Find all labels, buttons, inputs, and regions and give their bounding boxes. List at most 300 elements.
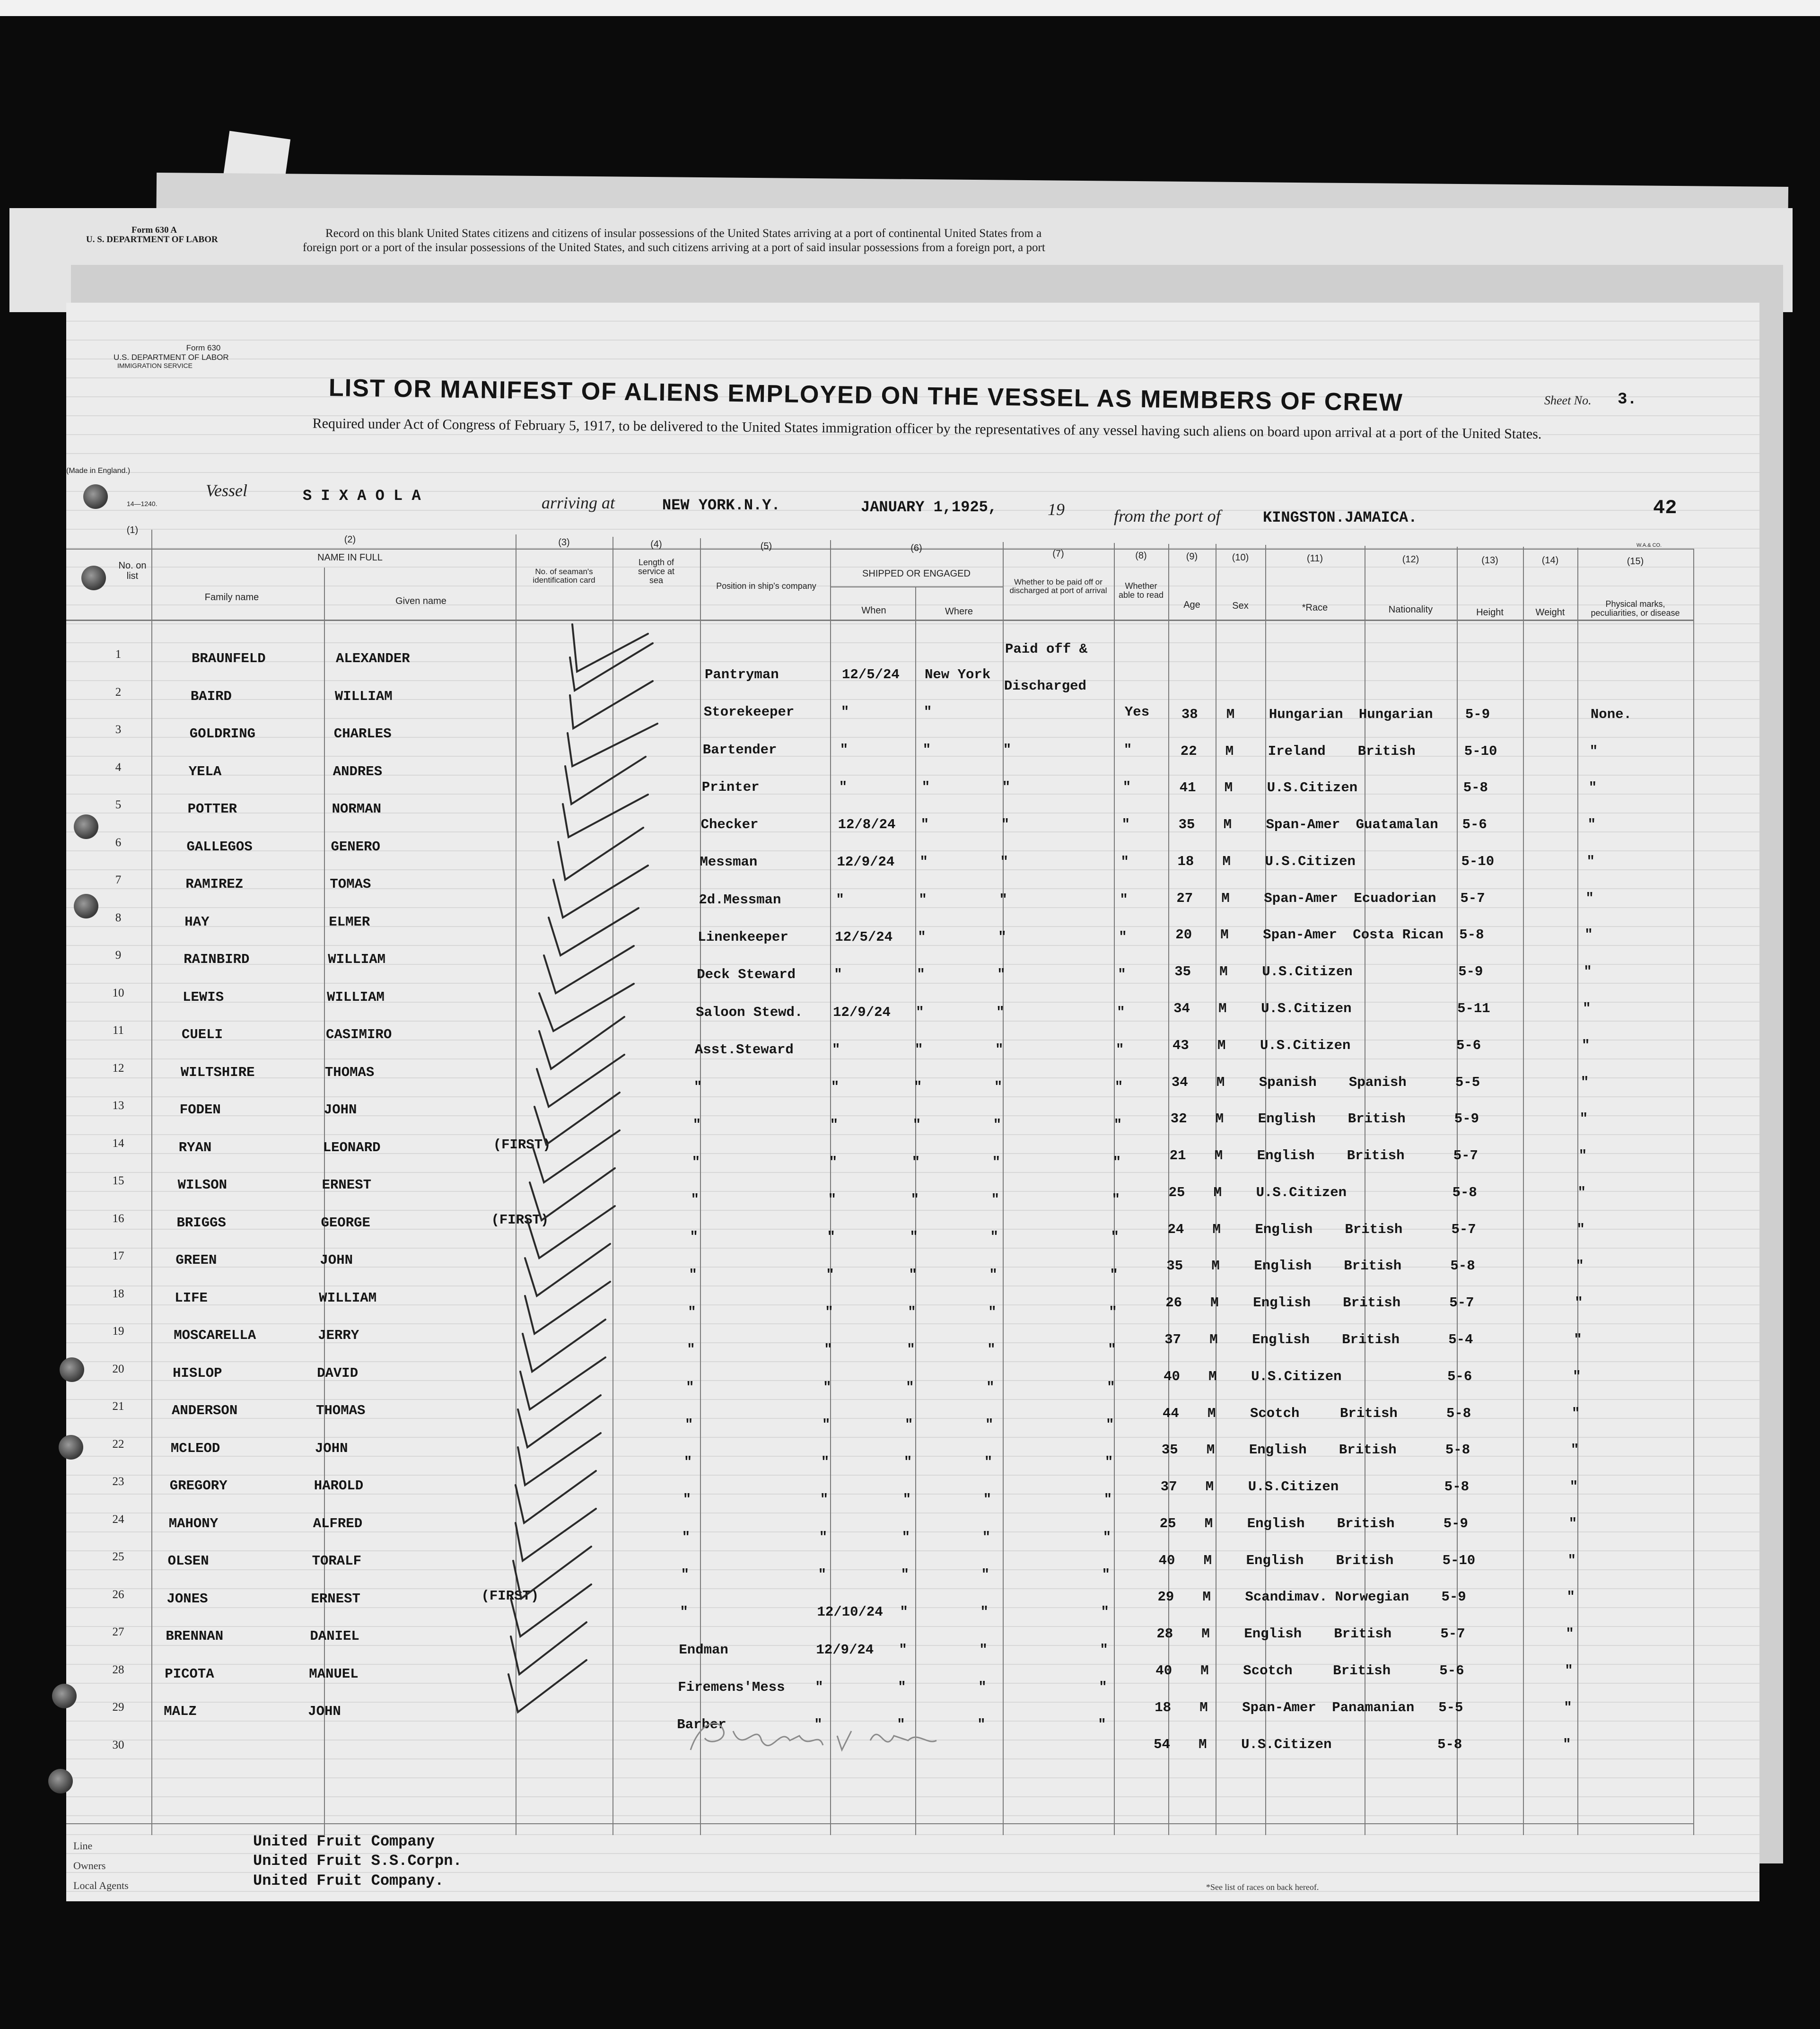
row-5-family: POTTER [187, 801, 237, 817]
row-27-where: " [899, 1642, 907, 1658]
form-code: 14—1240. [127, 500, 158, 507]
row-13-given: JOHN [324, 1102, 357, 1118]
col6-when: When [861, 605, 886, 616]
row-26-height: 5-9 [1441, 1589, 1466, 1605]
row-8-where: " [918, 929, 926, 945]
row-29-no: 29 [112, 1701, 124, 1714]
row-14-card: (FIRST) [493, 1137, 551, 1153]
row-3-paid: " [1003, 742, 1012, 758]
row-24-when: " [819, 1529, 828, 1545]
row-3-sex: M [1225, 743, 1234, 759]
col11-heading: *Race [1302, 603, 1328, 613]
row-5-sex: M [1223, 817, 1232, 833]
row-9-marks: " [1584, 964, 1592, 980]
row-25-age: 40 [1158, 1552, 1175, 1568]
col2-heading: NAME IN FULL [317, 552, 383, 563]
row-1-position: Pantryman [705, 667, 779, 682]
row-20-race: U.S.Citizen [1251, 1368, 1342, 1384]
row-10-no: 10 [112, 986, 124, 999]
col3-heading: No. of seaman's identification card [533, 567, 595, 585]
row-15-race: U.S.Citizen [1256, 1184, 1347, 1200]
row-22-height: 5-8 [1445, 1442, 1470, 1458]
row-25-paid: " [981, 1567, 989, 1583]
row-22-nationality: British [1339, 1442, 1397, 1458]
arriving-label: arriving at [542, 493, 615, 512]
row-8-read: " [1119, 929, 1127, 945]
row-23-family: GREGORY [169, 1478, 228, 1494]
agents-value: United Fruit Company. [253, 1872, 444, 1889]
manifest-sheet [66, 303, 1759, 1901]
row-28-read: " [1099, 1679, 1107, 1695]
row-27-nationality: British [1334, 1626, 1392, 1642]
row-27-sex: M [1201, 1626, 1210, 1642]
row-24-no: 24 [112, 1513, 124, 1526]
row-21-where: " [905, 1417, 913, 1433]
row-20-when: " [823, 1379, 831, 1395]
col5-heading: Position in ship's company [716, 581, 816, 591]
row-15-when: " [828, 1192, 836, 1208]
row-19-sex: M [1209, 1331, 1218, 1347]
row-9-position: Deck Steward [697, 967, 796, 983]
row-16-family: BRIGGS [176, 1215, 226, 1231]
printer-code: W.A.& CO. [1636, 542, 1662, 548]
agents-label: Local Agents [73, 1880, 129, 1891]
row-26-paid: " [980, 1604, 989, 1620]
row-3-where: " [922, 742, 931, 758]
page-subtitle: Required under Act of Congress of February 5, 1917, to be delivered to the United States immigration officer by the representatives of any vessel having such aliens on board upon arrival at a port of the United States. [312, 415, 1542, 442]
col8-number: (8) [1135, 551, 1147, 561]
row-12-no: 12 [112, 1061, 124, 1075]
col15-heading: Physical marks, peculiarities, or disease [1591, 599, 1680, 618]
row-12-height: 5-5 [1455, 1074, 1480, 1090]
row-25-nationality: British [1336, 1552, 1394, 1568]
row-7-where: " [919, 892, 927, 908]
row-12-when: " [831, 1079, 840, 1095]
row-16-no: 16 [112, 1212, 124, 1225]
row-20-family: HISLOP [173, 1365, 222, 1381]
owners-label: Owners [73, 1860, 106, 1872]
col1-heading: No. on list [118, 560, 147, 581]
row-6-sex: M [1222, 853, 1231, 869]
col-divider [151, 530, 152, 1835]
row-2-nationality: Hungarian [1358, 706, 1433, 722]
row-2-marks: None. [1590, 706, 1632, 722]
back-department: U. S. DEPARTMENT OF LABOR [86, 235, 218, 245]
row-11-no: 11 [112, 1024, 124, 1037]
line-value: United Fruit Company [253, 1833, 435, 1850]
row-6-read: " [1120, 854, 1129, 870]
row-23-age: 37 [1160, 1479, 1177, 1495]
punch-hole [48, 1769, 73, 1793]
row-5-age: 35 [1178, 817, 1195, 833]
row-28-paid: " [978, 1679, 987, 1695]
row-16-read: " [1111, 1229, 1119, 1245]
row-19-position: " [687, 1342, 695, 1358]
row-8-paid: " [998, 929, 1006, 945]
row-28-position: Firemens'Mess [678, 1679, 785, 1695]
row-17-no: 17 [112, 1250, 124, 1262]
department: U.S. DEPARTMENT OF LABOR [114, 353, 229, 362]
row-10-given: WILLIAM [327, 989, 385, 1005]
col10-number: (10) [1232, 552, 1249, 563]
row-25-where: " [901, 1567, 909, 1583]
row-4-age: 41 [1179, 780, 1196, 796]
row-4-marks: " [1588, 780, 1597, 796]
row-17-position: " [689, 1267, 697, 1283]
row-11-when: " [832, 1041, 840, 1058]
row-3-no: 3 [115, 723, 122, 736]
row-27-given: DANIEL [310, 1628, 359, 1644]
punch-hole [74, 894, 98, 918]
row-2-family: BAIRD [190, 688, 232, 704]
row-18-given: WILLIAM [319, 1290, 377, 1306]
row-22-paid: " [984, 1454, 993, 1470]
row-12-nationality: Spanish [1348, 1074, 1407, 1090]
row-26-card: (FIRST) [481, 1588, 539, 1604]
row-13-height: 5-9 [1454, 1111, 1479, 1127]
row-27-marks: " [1566, 1626, 1574, 1642]
row-21-family: ANDERSON [172, 1403, 238, 1418]
row-14-nationality: British [1347, 1148, 1405, 1164]
row-29-given: JOHN [308, 1704, 341, 1719]
col-divider [1003, 542, 1004, 1835]
col11-number: (11) [1306, 553, 1323, 564]
row-23-read: " [1103, 1492, 1112, 1508]
row-14-where: " [911, 1154, 920, 1170]
row-26-given: ERNEST [311, 1591, 360, 1607]
row-15-read: " [1111, 1192, 1120, 1208]
row-11-where: " [915, 1041, 923, 1058]
row-3-marks: " [1589, 743, 1598, 759]
row-11-position: Asst.Steward [695, 1041, 794, 1058]
row-7-given: TOMAS [330, 876, 371, 892]
row-17-where: " [909, 1267, 917, 1283]
row-12-marks: " [1580, 1074, 1589, 1090]
row-10-position: Saloon Stewd. [696, 1004, 803, 1020]
row-5-when: 12/8/24 [838, 817, 896, 833]
col6-where: Where [945, 606, 973, 617]
page-title: LIST OR MANIFEST OF ALIENS EMPLOYED ON THE VESSEL AS MEMBERS OF CREW [328, 374, 1404, 417]
row-26-no: 26 [112, 1588, 124, 1601]
row-28-given: MANUEL [309, 1666, 359, 1682]
row-17-marks: " [1575, 1258, 1584, 1274]
row-14-height: 5-7 [1453, 1148, 1478, 1164]
row-2-sex: M [1226, 706, 1235, 722]
row-10-height: 5-11 [1457, 1000, 1490, 1016]
row-20-no: 20 [112, 1362, 124, 1375]
row-21-height: 5-8 [1446, 1405, 1471, 1421]
row-30-marks: " [1563, 1736, 1571, 1752]
row-11-race: U.S.Citizen [1260, 1037, 1351, 1053]
sheet-number: 3. [1618, 391, 1637, 409]
row-23-sex: M [1205, 1479, 1214, 1495]
row-7-nationality: Ecuadorian [1354, 890, 1436, 906]
arriving-port: NEW YORK.N.Y. [662, 497, 780, 514]
row-6-paid: " [1000, 854, 1008, 870]
row-26-race: Scandimav. [1245, 1589, 1328, 1605]
row-6-height: 5-10 [1461, 853, 1495, 869]
row-29-race: Span-Amer [1242, 1699, 1316, 1715]
punch-hole [60, 1357, 84, 1382]
row-19-where: " [907, 1342, 915, 1358]
row-6-when: 12/9/24 [837, 854, 895, 870]
row-21-race: Scotch [1250, 1405, 1300, 1421]
row-6-age: 18 [1177, 853, 1194, 869]
row-7-read: " [1120, 892, 1128, 908]
col1-number: (1) [126, 525, 139, 535]
shipped-subrule [830, 586, 1003, 587]
col8-heading: Whether able to read [1118, 581, 1164, 600]
row-9-age: 35 [1174, 964, 1191, 980]
row-12-sex: M [1216, 1074, 1225, 1090]
col13-heading: Height [1476, 607, 1504, 618]
row-13-family: FODEN [179, 1102, 221, 1118]
inspector-signature [681, 1712, 946, 1764]
row-10-read: " [1117, 1004, 1125, 1020]
row-13-race: English [1258, 1111, 1316, 1127]
row-1-no: 1 [115, 648, 122, 661]
row-23-marks: " [1569, 1479, 1578, 1495]
row-12-position: " [693, 1079, 702, 1095]
row-19-marks: " [1574, 1331, 1582, 1347]
row-20-age: 40 [1164, 1368, 1180, 1384]
row-22-read: " [1104, 1454, 1113, 1470]
row-10-race: U.S.Citizen [1261, 1000, 1352, 1016]
row-10-where: " [916, 1004, 924, 1020]
col-divider [830, 540, 831, 1835]
arrival-date: JANUARY 1,1925, [861, 499, 998, 516]
row-25-family: OLSEN [167, 1553, 209, 1569]
col9-number: (9) [1186, 551, 1198, 562]
row-19-read: " [1108, 1342, 1116, 1358]
row-9-where: " [917, 967, 925, 983]
col-divider [915, 586, 916, 1835]
row-15-position: " [691, 1192, 699, 1208]
row-29-marks: " [1564, 1699, 1572, 1715]
row-22-no: 22 [112, 1437, 124, 1451]
col10-heading: Sex [1232, 601, 1249, 611]
row-20-given: DAVID [317, 1365, 359, 1381]
row-5-nationality: Guatamalan [1356, 817, 1438, 833]
row-18-read: " [1109, 1304, 1117, 1320]
row-2-when: " [840, 704, 849, 720]
row-4-family: YELA [188, 763, 222, 779]
stamp-number: 42 [1653, 497, 1677, 519]
row-9-when: " [834, 967, 842, 983]
row-26-sex: M [1202, 1589, 1211, 1605]
row-9-sex: M [1219, 964, 1228, 980]
row-13-sex: M [1215, 1111, 1224, 1127]
row-18-marks: " [1575, 1295, 1583, 1311]
row-7-paid: " [999, 892, 1007, 908]
col13-number: (13) [1481, 555, 1498, 566]
row-19-given: JERRY [318, 1328, 359, 1343]
row-8-sex: M [1220, 927, 1229, 943]
row-18-sex: M [1210, 1295, 1219, 1311]
row-14-age: 21 [1169, 1148, 1186, 1164]
row-27-no: 27 [112, 1626, 124, 1638]
row-1-when: 12/5/24 [842, 667, 900, 682]
row-11-sex: M [1217, 1037, 1226, 1053]
row-14-no: 14 [112, 1137, 124, 1150]
row-30-race: U.S.Citizen [1241, 1736, 1332, 1752]
row-24-nationality: British [1337, 1515, 1395, 1531]
row-25-no: 25 [112, 1550, 124, 1563]
row-2-paid: Discharged [1004, 678, 1086, 694]
row-3-race: Ireland [1268, 743, 1326, 759]
row-27-position: Endman [679, 1642, 728, 1658]
row-7-position: 2d.Messman [699, 892, 781, 908]
row-25-when: " [818, 1567, 826, 1583]
row-21-read: " [1106, 1417, 1114, 1433]
row-19-nationality: British [1342, 1331, 1400, 1347]
row-22-where: " [903, 1454, 912, 1470]
row-28-family: PICOTA [165, 1666, 214, 1682]
row-17-sex: M [1211, 1258, 1220, 1274]
row-12-given: THOMAS [324, 1064, 375, 1080]
row-24-race: English [1247, 1515, 1305, 1531]
row-15-sex: M [1213, 1184, 1222, 1200]
row-12-race: Spanish [1259, 1074, 1317, 1090]
row-8-family: HAY [184, 914, 210, 930]
row-28-age: 40 [1155, 1662, 1172, 1679]
row-23-when: " [820, 1492, 829, 1508]
back-form: Form 630 A [131, 225, 177, 235]
row-1-given: ALEXANDER [336, 651, 410, 666]
row-17-paid: " [989, 1267, 998, 1283]
row-24-read: " [1102, 1529, 1111, 1545]
row-2-given: WILLIAM [334, 688, 393, 704]
row-25-sex: M [1203, 1552, 1212, 1568]
row-8-no: 8 [115, 911, 122, 924]
row-3-height: 5-10 [1464, 743, 1497, 759]
row-1-where: New York [925, 667, 991, 682]
row-24-marks: " [1568, 1515, 1577, 1531]
row-27-age: 28 [1156, 1626, 1173, 1642]
year-label: 19 [1048, 500, 1065, 519]
row-4-height: 5-8 [1463, 780, 1488, 796]
row-14-sex: M [1214, 1148, 1223, 1164]
row-16-when: " [827, 1229, 835, 1245]
row-19-no: 19 [112, 1325, 124, 1338]
row-19-family: MOSCARELLA [174, 1328, 256, 1343]
row-16-given: GEORGE [321, 1215, 370, 1231]
row-30-age: 54 [1154, 1736, 1170, 1752]
row-9-read: " [1118, 967, 1126, 983]
row-24-paid: " [982, 1529, 991, 1545]
row-13-paid: " [993, 1117, 1002, 1133]
punch-hole [59, 1435, 83, 1460]
row-10-marks: " [1583, 1000, 1591, 1016]
row-8-given: ELMER [329, 914, 370, 930]
row-29-sex: M [1199, 1699, 1208, 1715]
row-23-no: 23 [112, 1475, 124, 1488]
row-13-read: " [1113, 1117, 1122, 1133]
row-30-sex: M [1199, 1736, 1207, 1752]
row-11-given: CASIMIRO [326, 1027, 392, 1042]
row-18-position: " [688, 1304, 696, 1320]
col7-number: (7) [1052, 549, 1064, 559]
col14-number: (14) [1541, 555, 1559, 566]
row-29-read: " [1098, 1717, 1106, 1733]
row-16-card: (FIRST) [491, 1212, 549, 1228]
row-22-family: MCLEOD [170, 1440, 220, 1456]
row-20-sex: M [1208, 1368, 1217, 1384]
row-18-when: " [825, 1304, 833, 1320]
row-14-position: " [691, 1154, 700, 1170]
row-9-paid: " [997, 967, 1006, 983]
row-9-family: RAINBIRD [184, 952, 250, 967]
row-18-no: 18 [112, 1287, 124, 1300]
row-19-when: " [824, 1342, 832, 1358]
row-15-marks: " [1577, 1184, 1586, 1200]
row-16-age: 24 [1167, 1221, 1184, 1237]
row-18-height: 5-7 [1449, 1295, 1474, 1311]
row-26-marks: " [1566, 1589, 1575, 1605]
row-2-position: Storekeeper [703, 704, 795, 720]
col-divider [700, 538, 701, 1835]
row-21-when: " [822, 1417, 831, 1433]
row-10-age: 34 [1173, 1000, 1190, 1016]
row-28-nationality: British [1333, 1662, 1391, 1679]
row-24-sex: M [1204, 1515, 1213, 1531]
row-3-nationality: British [1357, 743, 1416, 759]
row-9-no: 9 [115, 949, 122, 962]
col9-heading: Age [1183, 600, 1200, 610]
row-16-position: " [690, 1229, 698, 1245]
row-24-where: " [901, 1529, 910, 1545]
row-25-height: 5-10 [1442, 1552, 1476, 1568]
row-25-given: TORALF [312, 1553, 362, 1569]
row-6-family: GALLEGOS [186, 839, 253, 855]
row-27-when: 12/9/24 [816, 1642, 874, 1658]
row-17-given: JOHN [320, 1252, 353, 1268]
row-7-when: " [836, 892, 844, 908]
row-11-paid: " [995, 1041, 1004, 1058]
row-16-paid: " [990, 1229, 998, 1245]
row-2-no: 2 [115, 685, 122, 699]
row-29-paid: " [977, 1717, 986, 1733]
row-3-position: Bartender [702, 742, 777, 758]
row-21-given: THOMAS [316, 1403, 366, 1418]
row-21-position: " [685, 1417, 693, 1433]
row-21-nationality: British [1340, 1405, 1398, 1421]
row-4-position: Printer [701, 779, 760, 795]
row-28-marks: " [1565, 1662, 1573, 1679]
row-23-paid: " [983, 1492, 992, 1508]
row-15-family: WILSON [177, 1177, 228, 1193]
row-18-where: " [908, 1304, 916, 1320]
row-4-sex: M [1224, 780, 1233, 796]
row-15-where: " [910, 1192, 919, 1208]
col15-number: (15) [1627, 556, 1644, 567]
row-10-when: 12/9/24 [833, 1004, 891, 1020]
row-9-race: U.S.Citizen [1262, 964, 1353, 980]
row-14-paid: " [992, 1154, 1001, 1170]
row-7-family: RAMIREZ [185, 876, 244, 892]
vessel-label: Vessel [206, 481, 247, 500]
row-16-marks: " [1576, 1221, 1585, 1237]
row-25-read: " [1102, 1567, 1110, 1583]
col6-number: (6) [910, 543, 922, 553]
row-29-height: 5-5 [1438, 1699, 1463, 1715]
row-17-nationality: British [1344, 1258, 1402, 1274]
row-15-age: 25 [1168, 1184, 1185, 1200]
row-12-where: " [913, 1079, 922, 1095]
row-2-height: 5-9 [1465, 706, 1490, 722]
form-number: Form 630 [186, 343, 221, 352]
col4-heading: Length of service at sea [638, 558, 675, 585]
